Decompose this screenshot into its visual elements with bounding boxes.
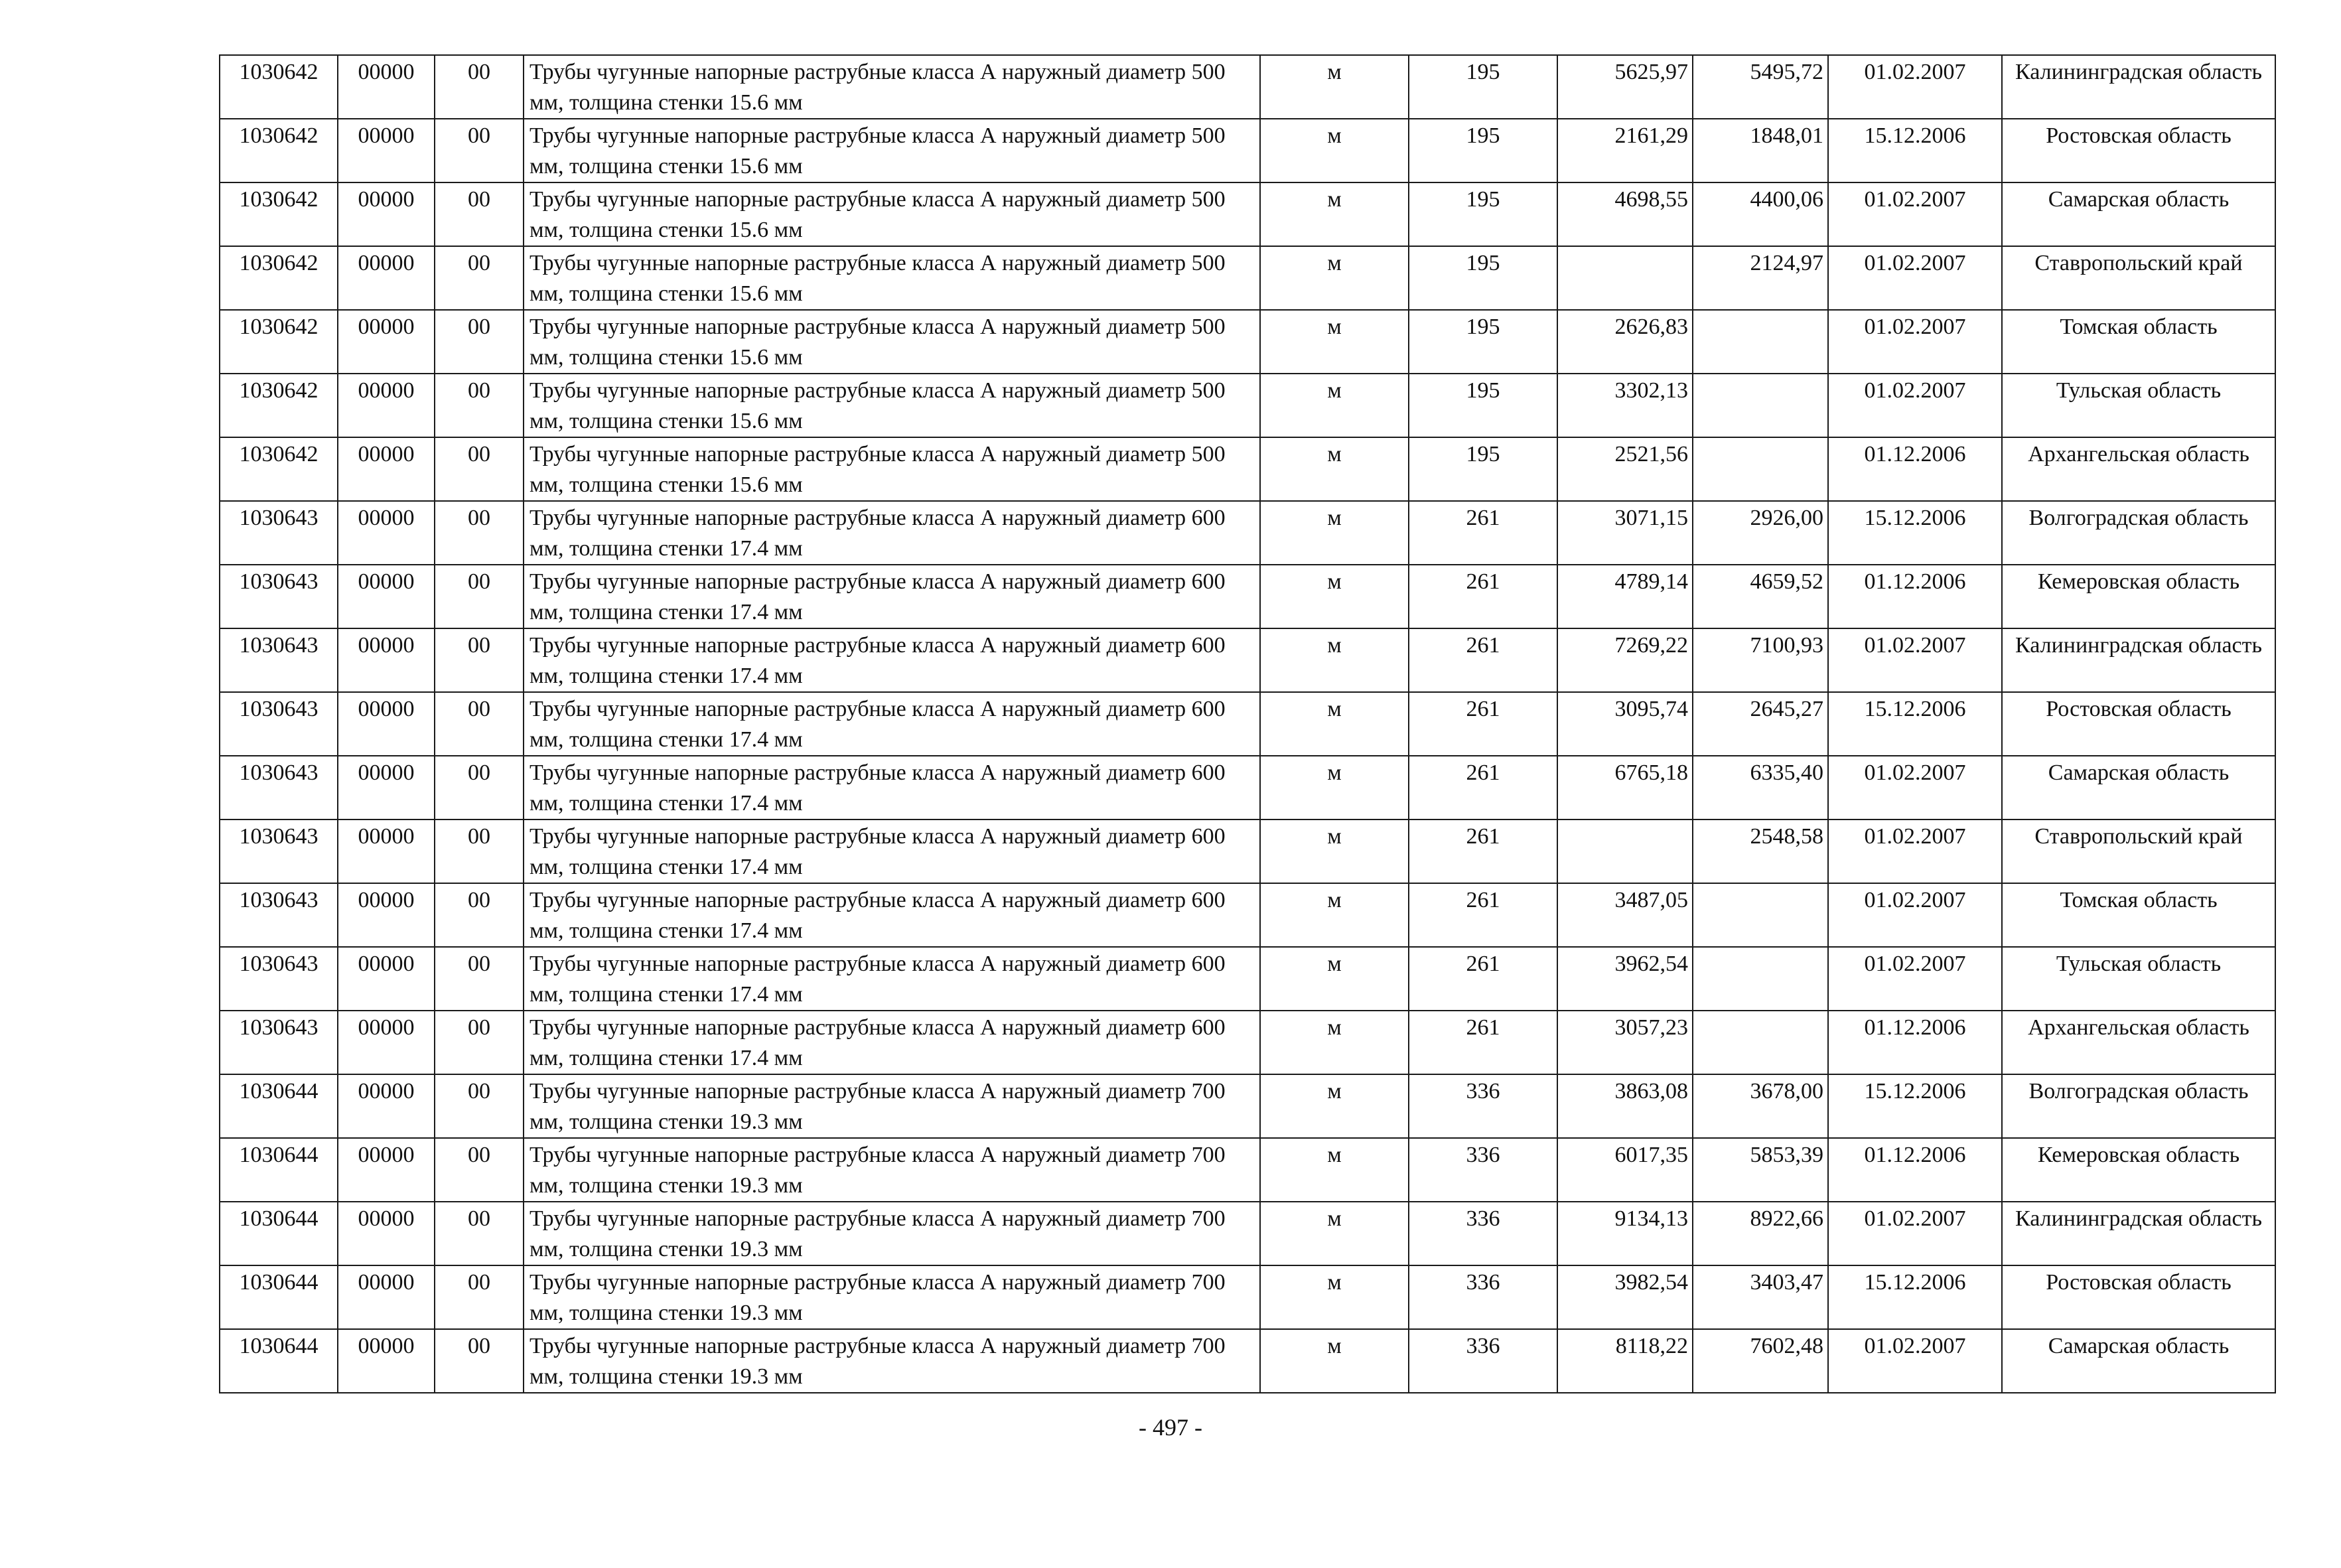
subcode-cell: 00000 <box>338 246 435 310</box>
table-row <box>220 1138 2275 1202</box>
item-code-cell: 1030642 <box>220 246 338 310</box>
date-cell: 01.02.2007 <box>1828 1329 2002 1393</box>
unit-cell: м <box>1260 756 1409 820</box>
price-alt-cell: 7100,93 <box>1693 628 1828 692</box>
subcode-cell: 00000 <box>338 1265 435 1329</box>
region-cell: Самарская область <box>2002 182 2275 246</box>
region-cell: Кемеровская область <box>2002 565 2275 628</box>
table-body <box>220 55 2275 1393</box>
region-cell: Ростовская область <box>2002 119 2275 182</box>
price-cell: 5625,97 <box>1557 55 1693 119</box>
price-alt-cell: 2124,97 <box>1693 246 1828 310</box>
date-cell: 01.12.2006 <box>1828 437 2002 501</box>
price-cell: 2161,29 <box>1557 119 1693 182</box>
item-code-cell: 1030642 <box>220 437 338 501</box>
table-row <box>220 246 2275 310</box>
subcode-cell: 00000 <box>338 1329 435 1393</box>
description-cell: Трубы чугунные напорные раструбные класса А наружный диаметр 600 мм, толщина стенки 17.4 мм <box>524 883 1260 947</box>
description-cell: Трубы чугунные напорные раструбные класса А наружный диаметр 600 мм, толщина стенки 17.4 мм <box>524 501 1260 565</box>
subcode-cell: 00000 <box>338 565 435 628</box>
price-cell: 6017,35 <box>1557 1138 1693 1202</box>
description-cell: Трубы чугунные напорные раструбные класса А наружный диаметр 500 мм, толщина стенки 15.6 мм <box>524 374 1260 437</box>
item-code-cell: 1030643 <box>220 820 338 883</box>
unit-cell: м <box>1260 374 1409 437</box>
unit-cell: м <box>1260 55 1409 119</box>
unit-cell: м <box>1260 182 1409 246</box>
price-alt-cell <box>1693 310 1828 374</box>
region-cell: Томская область <box>2002 883 2275 947</box>
description-cell: Трубы чугунные напорные раструбные класса А наружный диаметр 600 мм, толщина стенки 17.4 мм <box>524 947 1260 1011</box>
unit-cell: м <box>1260 1202 1409 1265</box>
price-alt-cell: 8922,66 <box>1693 1202 1828 1265</box>
date-cell: 01.02.2007 <box>1828 820 2002 883</box>
subcode-cell: 00000 <box>338 1202 435 1265</box>
price-cell: 3302,13 <box>1557 374 1693 437</box>
subcode-cell: 00000 <box>338 182 435 246</box>
price-alt-cell: 3403,47 <box>1693 1265 1828 1329</box>
table-row <box>220 501 2275 565</box>
description-cell: Трубы чугунные напорные раструбные класса А наружный диаметр 600 мм, толщина стенки 17.4 мм <box>524 628 1260 692</box>
unit-cell: м <box>1260 565 1409 628</box>
item-code-cell: 1030644 <box>220 1074 338 1138</box>
page-number: - 497 - <box>1139 1414 1202 1441</box>
item-code-cell: 1030642 <box>220 55 338 119</box>
table-row <box>220 182 2275 246</box>
item-code-cell: 1030643 <box>220 628 338 692</box>
unit-cell: м <box>1260 1329 1409 1393</box>
quantity-cell: 336 <box>1409 1265 1557 1329</box>
subcode2-cell: 00 <box>435 947 524 1011</box>
item-code-cell: 1030643 <box>220 947 338 1011</box>
date-cell: 01.02.2007 <box>1828 628 2002 692</box>
item-code-cell: 1030644 <box>220 1202 338 1265</box>
region-cell: Волгоградская область <box>2002 1074 2275 1138</box>
date-cell: 01.02.2007 <box>1828 246 2002 310</box>
unit-cell: м <box>1260 1138 1409 1202</box>
item-code-cell: 1030642 <box>220 374 338 437</box>
price-cell: 3863,08 <box>1557 1074 1693 1138</box>
description-cell: Трубы чугунные напорные раструбные класса А наружный диаметр 500 мм, толщина стенки 15.6 мм <box>524 182 1260 246</box>
table-row <box>220 1202 2275 1265</box>
table-row <box>220 565 2275 628</box>
price-alt-cell: 3678,00 <box>1693 1074 1828 1138</box>
subcode2-cell: 00 <box>435 246 524 310</box>
subcode-cell: 00000 <box>338 501 435 565</box>
date-cell: 01.02.2007 <box>1828 883 2002 947</box>
quantity-cell: 261 <box>1409 692 1557 756</box>
item-code-cell: 1030644 <box>220 1329 338 1393</box>
subcode2-cell: 00 <box>435 501 524 565</box>
region-cell: Архангельская область <box>2002 1011 2275 1074</box>
price-cell <box>1557 246 1693 310</box>
date-cell: 01.12.2006 <box>1828 1138 2002 1202</box>
item-code-cell: 1030643 <box>220 883 338 947</box>
subcode-cell: 00000 <box>338 55 435 119</box>
region-cell: Кемеровская область <box>2002 1138 2275 1202</box>
subcode2-cell: 00 <box>435 1074 524 1138</box>
table-row <box>220 947 2275 1011</box>
item-code-cell: 1030642 <box>220 119 338 182</box>
quantity-cell: 336 <box>1409 1329 1557 1393</box>
quantity-cell: 195 <box>1409 119 1557 182</box>
price-cell: 2626,83 <box>1557 310 1693 374</box>
quantity-cell: 261 <box>1409 1011 1557 1074</box>
description-cell: Трубы чугунные напорные раструбные класса А наружный диаметр 700 мм, толщина стенки 19.3 мм <box>524 1138 1260 1202</box>
unit-cell: м <box>1260 310 1409 374</box>
item-code-cell: 1030642 <box>220 310 338 374</box>
subcode-cell: 00000 <box>338 1074 435 1138</box>
subcode-cell: 00000 <box>338 437 435 501</box>
date-cell: 01.02.2007 <box>1828 374 2002 437</box>
subcode-cell: 00000 <box>338 310 435 374</box>
region-cell: Ростовская область <box>2002 1265 2275 1329</box>
subcode2-cell: 00 <box>435 1138 524 1202</box>
subcode2-cell: 00 <box>435 1011 524 1074</box>
price-alt-cell: 2645,27 <box>1693 692 1828 756</box>
date-cell: 01.02.2007 <box>1828 310 2002 374</box>
price-cell: 3071,15 <box>1557 501 1693 565</box>
quantity-cell: 261 <box>1409 947 1557 1011</box>
date-cell: 15.12.2006 <box>1828 119 2002 182</box>
description-cell: Трубы чугунные напорные раструбные класса А наружный диаметр 700 мм, толщина стенки 19.3 мм <box>524 1202 1260 1265</box>
unit-cell: м <box>1260 820 1409 883</box>
table-row <box>220 374 2275 437</box>
price-cell <box>1557 820 1693 883</box>
price-cell: 4789,14 <box>1557 565 1693 628</box>
subcode2-cell: 00 <box>435 437 524 501</box>
date-cell: 15.12.2006 <box>1828 501 2002 565</box>
subcode2-cell: 00 <box>435 182 524 246</box>
date-cell: 01.02.2007 <box>1828 182 2002 246</box>
table-row <box>220 883 2275 947</box>
unit-cell: м <box>1260 437 1409 501</box>
description-cell: Трубы чугунные напорные раструбные класса А наружный диаметр 500 мм, толщина стенки 15.6 мм <box>524 310 1260 374</box>
date-cell: 15.12.2006 <box>1828 1265 2002 1329</box>
subcode-cell: 00000 <box>338 374 435 437</box>
unit-cell: м <box>1260 628 1409 692</box>
quantity-cell: 261 <box>1409 820 1557 883</box>
subcode2-cell: 00 <box>435 692 524 756</box>
quantity-cell: 261 <box>1409 883 1557 947</box>
date-cell: 01.02.2007 <box>1828 947 2002 1011</box>
price-alt-cell: 5495,72 <box>1693 55 1828 119</box>
region-cell: Ставропольский край <box>2002 820 2275 883</box>
subcode2-cell: 00 <box>435 565 524 628</box>
date-cell: 01.12.2006 <box>1828 565 2002 628</box>
description-cell: Трубы чугунные напорные раструбные класса А наружный диаметр 500 мм, толщина стенки 15.6 мм <box>524 437 1260 501</box>
subcode2-cell: 00 <box>435 756 524 820</box>
table-row <box>220 119 2275 182</box>
region-cell: Калининградская область <box>2002 55 2275 119</box>
table-row <box>220 1329 2275 1393</box>
unit-cell: м <box>1260 119 1409 182</box>
quantity-cell: 195 <box>1409 437 1557 501</box>
date-cell: 01.02.2007 <box>1828 1202 2002 1265</box>
price-cell: 7269,22 <box>1557 628 1693 692</box>
quantity-cell: 195 <box>1409 246 1557 310</box>
unit-cell: м <box>1260 692 1409 756</box>
quantity-cell: 261 <box>1409 565 1557 628</box>
region-cell: Калининградская область <box>2002 1202 2275 1265</box>
description-cell: Трубы чугунные напорные раструбные класса А наружный диаметр 500 мм, толщина стенки 15.6 мм <box>524 119 1260 182</box>
subcode-cell: 00000 <box>338 119 435 182</box>
table-row <box>220 1011 2275 1074</box>
item-code-cell: 1030642 <box>220 182 338 246</box>
region-cell: Архангельская область <box>2002 437 2275 501</box>
date-cell: 01.02.2007 <box>1828 55 2002 119</box>
region-cell: Тульская область <box>2002 374 2275 437</box>
quantity-cell: 195 <box>1409 374 1557 437</box>
item-code-cell: 1030644 <box>220 1265 338 1329</box>
table-row <box>220 310 2275 374</box>
price-alt-cell <box>1693 947 1828 1011</box>
table-row <box>220 820 2275 883</box>
region-cell: Ставропольский край <box>2002 246 2275 310</box>
region-cell: Тульская область <box>2002 947 2275 1011</box>
date-cell: 15.12.2006 <box>1828 1074 2002 1138</box>
unit-cell: м <box>1260 1011 1409 1074</box>
price-alt-cell <box>1693 437 1828 501</box>
date-cell: 01.12.2006 <box>1828 1011 2002 1074</box>
unit-cell: м <box>1260 1074 1409 1138</box>
subcode2-cell: 00 <box>435 1265 524 1329</box>
table-row <box>220 437 2275 501</box>
subcode2-cell: 00 <box>435 1329 524 1393</box>
table-row <box>220 692 2275 756</box>
description-cell: Трубы чугунные напорные раструбные класса А наружный диаметр 700 мм, толщина стенки 19.3 мм <box>524 1074 1260 1138</box>
price-alt-cell: 2548,58 <box>1693 820 1828 883</box>
subcode-cell: 00000 <box>338 756 435 820</box>
table-row <box>220 1074 2275 1138</box>
quantity-cell: 195 <box>1409 182 1557 246</box>
region-cell: Самарская область <box>2002 1329 2275 1393</box>
price-alt-cell <box>1693 1011 1828 1074</box>
description-cell: Трубы чугунные напорные раструбные класса А наружный диаметр 700 мм, толщина стенки 19.3 мм <box>524 1265 1260 1329</box>
quantity-cell: 261 <box>1409 628 1557 692</box>
item-code-cell: 1030644 <box>220 1138 338 1202</box>
quantity-cell: 195 <box>1409 310 1557 374</box>
item-code-cell: 1030643 <box>220 565 338 628</box>
price-cell: 3982,54 <box>1557 1265 1693 1329</box>
date-cell: 15.12.2006 <box>1828 692 2002 756</box>
subcode2-cell: 00 <box>435 1202 524 1265</box>
item-code-cell: 1030643 <box>220 756 338 820</box>
subcode-cell: 00000 <box>338 883 435 947</box>
unit-cell: м <box>1260 501 1409 565</box>
description-cell: Трубы чугунные напорные раструбные класса А наружный диаметр 500 мм, толщина стенки 15.6 мм <box>524 246 1260 310</box>
item-code-cell: 1030643 <box>220 501 338 565</box>
price-cell: 3487,05 <box>1557 883 1693 947</box>
subcode2-cell: 00 <box>435 628 524 692</box>
table-row <box>220 628 2275 692</box>
unit-cell: м <box>1260 947 1409 1011</box>
unit-cell: м <box>1260 883 1409 947</box>
price-alt-cell: 5853,39 <box>1693 1138 1828 1202</box>
quantity-cell: 261 <box>1409 756 1557 820</box>
subcode2-cell: 00 <box>435 883 524 947</box>
subcode-cell: 00000 <box>338 628 435 692</box>
description-cell: Трубы чугунные напорные раструбные класса А наружный диаметр 600 мм, толщина стенки 17.4 мм <box>524 756 1260 820</box>
price-cell: 6765,18 <box>1557 756 1693 820</box>
price-alt-cell: 2926,00 <box>1693 501 1828 565</box>
unit-cell: м <box>1260 246 1409 310</box>
item-code-cell: 1030643 <box>220 1011 338 1074</box>
quantity-cell: 195 <box>1409 55 1557 119</box>
description-cell: Трубы чугунные напорные раструбные класса А наружный диаметр 600 мм, толщина стенки 17.4 мм <box>524 1011 1260 1074</box>
table-row <box>220 1265 2275 1329</box>
price-cell: 3095,74 <box>1557 692 1693 756</box>
quantity-cell: 336 <box>1409 1074 1557 1138</box>
subcode-cell: 00000 <box>338 1138 435 1202</box>
price-cell: 3057,23 <box>1557 1011 1693 1074</box>
quantity-cell: 336 <box>1409 1202 1557 1265</box>
description-cell: Трубы чугунные напорные раструбные класса А наружный диаметр 600 мм, толщина стенки 17.4 мм <box>524 820 1260 883</box>
description-cell: Трубы чугунные напорные раструбные класса А наружный диаметр 700 мм, толщина стенки 19.3 мм <box>524 1329 1260 1393</box>
subcode2-cell: 00 <box>435 119 524 182</box>
description-cell: Трубы чугунные напорные раструбные класса А наружный диаметр 600 мм, толщина стенки 17.4 мм <box>524 692 1260 756</box>
quantity-cell: 261 <box>1409 501 1557 565</box>
quantity-cell: 336 <box>1409 1138 1557 1202</box>
price-alt-cell: 7602,48 <box>1693 1329 1828 1393</box>
price-cell: 2521,56 <box>1557 437 1693 501</box>
price-alt-cell <box>1693 374 1828 437</box>
subcode-cell: 00000 <box>338 692 435 756</box>
unit-cell: м <box>1260 1265 1409 1329</box>
region-cell: Волгоградская область <box>2002 501 2275 565</box>
region-cell: Самарская область <box>2002 756 2275 820</box>
subcode2-cell: 00 <box>435 374 524 437</box>
price-cell: 8118,22 <box>1557 1329 1693 1393</box>
description-cell: Трубы чугунные напорные раструбные класса А наружный диаметр 500 мм, толщина стенки 15.6 мм <box>524 55 1260 119</box>
description-cell: Трубы чугунные напорные раструбные класса А наружный диаметр 600 мм, толщина стенки 17.4 мм <box>524 565 1260 628</box>
price-cell: 4698,55 <box>1557 182 1693 246</box>
price-cell: 3962,54 <box>1557 947 1693 1011</box>
subcode-cell: 00000 <box>338 820 435 883</box>
price-cell: 9134,13 <box>1557 1202 1693 1265</box>
price-alt-cell <box>1693 883 1828 947</box>
subcode-cell: 00000 <box>338 1011 435 1074</box>
region-cell: Ростовская область <box>2002 692 2275 756</box>
date-cell: 01.02.2007 <box>1828 756 2002 820</box>
item-code-cell: 1030643 <box>220 692 338 756</box>
table-row <box>220 756 2275 820</box>
region-cell: Томская область <box>2002 310 2275 374</box>
region-cell: Калининградская область <box>2002 628 2275 692</box>
price-alt-cell: 6335,40 <box>1693 756 1828 820</box>
price-alt-cell: 1848,01 <box>1693 119 1828 182</box>
price-alt-cell: 4659,52 <box>1693 565 1828 628</box>
table-row <box>220 55 2275 119</box>
subcode2-cell: 00 <box>435 820 524 883</box>
subcode2-cell: 00 <box>435 55 524 119</box>
subcode-cell: 00000 <box>338 947 435 1011</box>
price-alt-cell: 4400,06 <box>1693 182 1828 246</box>
price-table <box>219 54 2276 1393</box>
subcode2-cell: 00 <box>435 310 524 374</box>
